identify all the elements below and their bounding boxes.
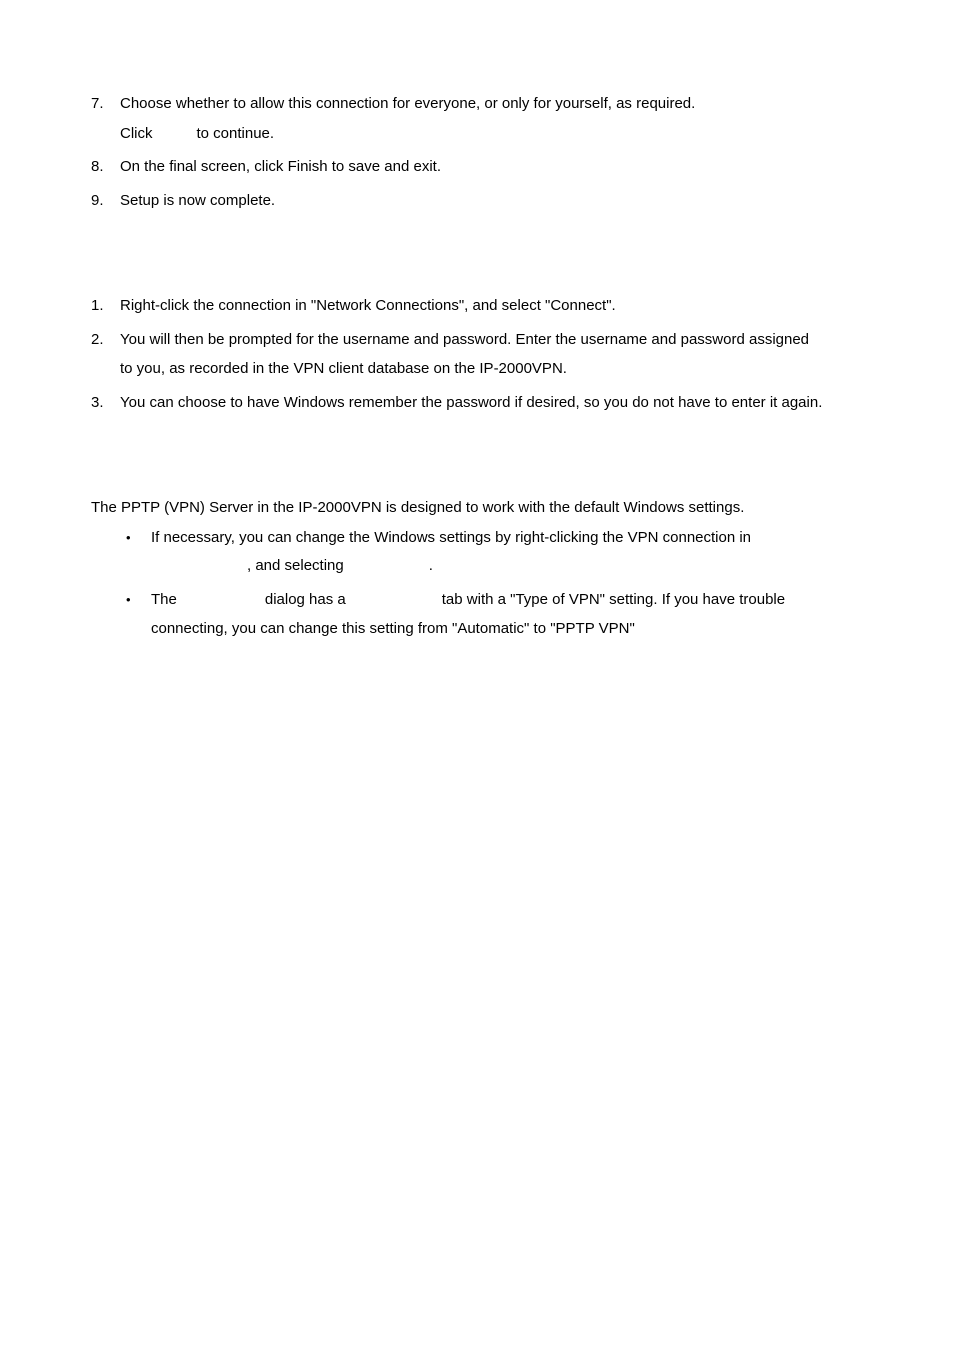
list-number-9: 9. (91, 192, 104, 209)
step-7-text: Choose whether to allow this connection for everyone, or only for yourself, as required. (120, 95, 696, 112)
step-8-text: On the final screen, click Finish to save and exit. (120, 158, 441, 175)
bullet-2-glyph: • (126, 592, 131, 607)
bullet-1-line-1: If necessary, you can change the Windows settings by right-clicking the VPN connection in (151, 529, 752, 546)
bullet-1-glyph: • (126, 530, 131, 545)
pptp-intro-paragraph: The PPTP (VPN) Server in the IP-2000VPN is designed to work with the default Windows settings. (91, 499, 745, 516)
connect-step-1-text: Right-click the connection in "Network Connections", and select "Connect". (120, 297, 616, 314)
bullet-2-tab-text: tab with a "Type of VPN" setting. If you have trouble (441, 591, 786, 608)
bullet-2-line-2: connecting, you can change this setting from "Automatic" to "PPTP VPN" (151, 620, 635, 637)
list-number-7: 7. (91, 95, 104, 112)
bullet-1-and-selecting: , and selecting (247, 557, 344, 574)
connect-step-2-text-cont: to you, as recorded in the VPN client database on the IP-2000VPN. (120, 360, 567, 377)
step-7-continue-text: to continue. (196, 125, 275, 142)
list-number-2: 2. (91, 331, 104, 348)
bullet-1-line-2 (151, 557, 433, 575)
connect-step-2-text: You will then be prompted for the username and password. Enter the username and password assigned (120, 331, 810, 348)
bullet-2-dialog-has-a: dialog has a (264, 591, 346, 608)
list-number-3: 3. (91, 394, 104, 411)
list-number-8: 8. (91, 158, 104, 175)
bullet-2-the: The (151, 591, 177, 608)
list-number-1: 1. (91, 297, 104, 314)
step-7-click-word: Click (120, 125, 153, 142)
connect-step-3-text: You can choose to have Windows remember the password if desired, so you do not have to enter it again. (120, 394, 823, 411)
bullet-2-line-1 (151, 591, 785, 609)
bullet-1-period: . (428, 557, 433, 574)
step-9-text: Setup is now complete. (120, 192, 276, 209)
step-7-subline (120, 125, 274, 143)
